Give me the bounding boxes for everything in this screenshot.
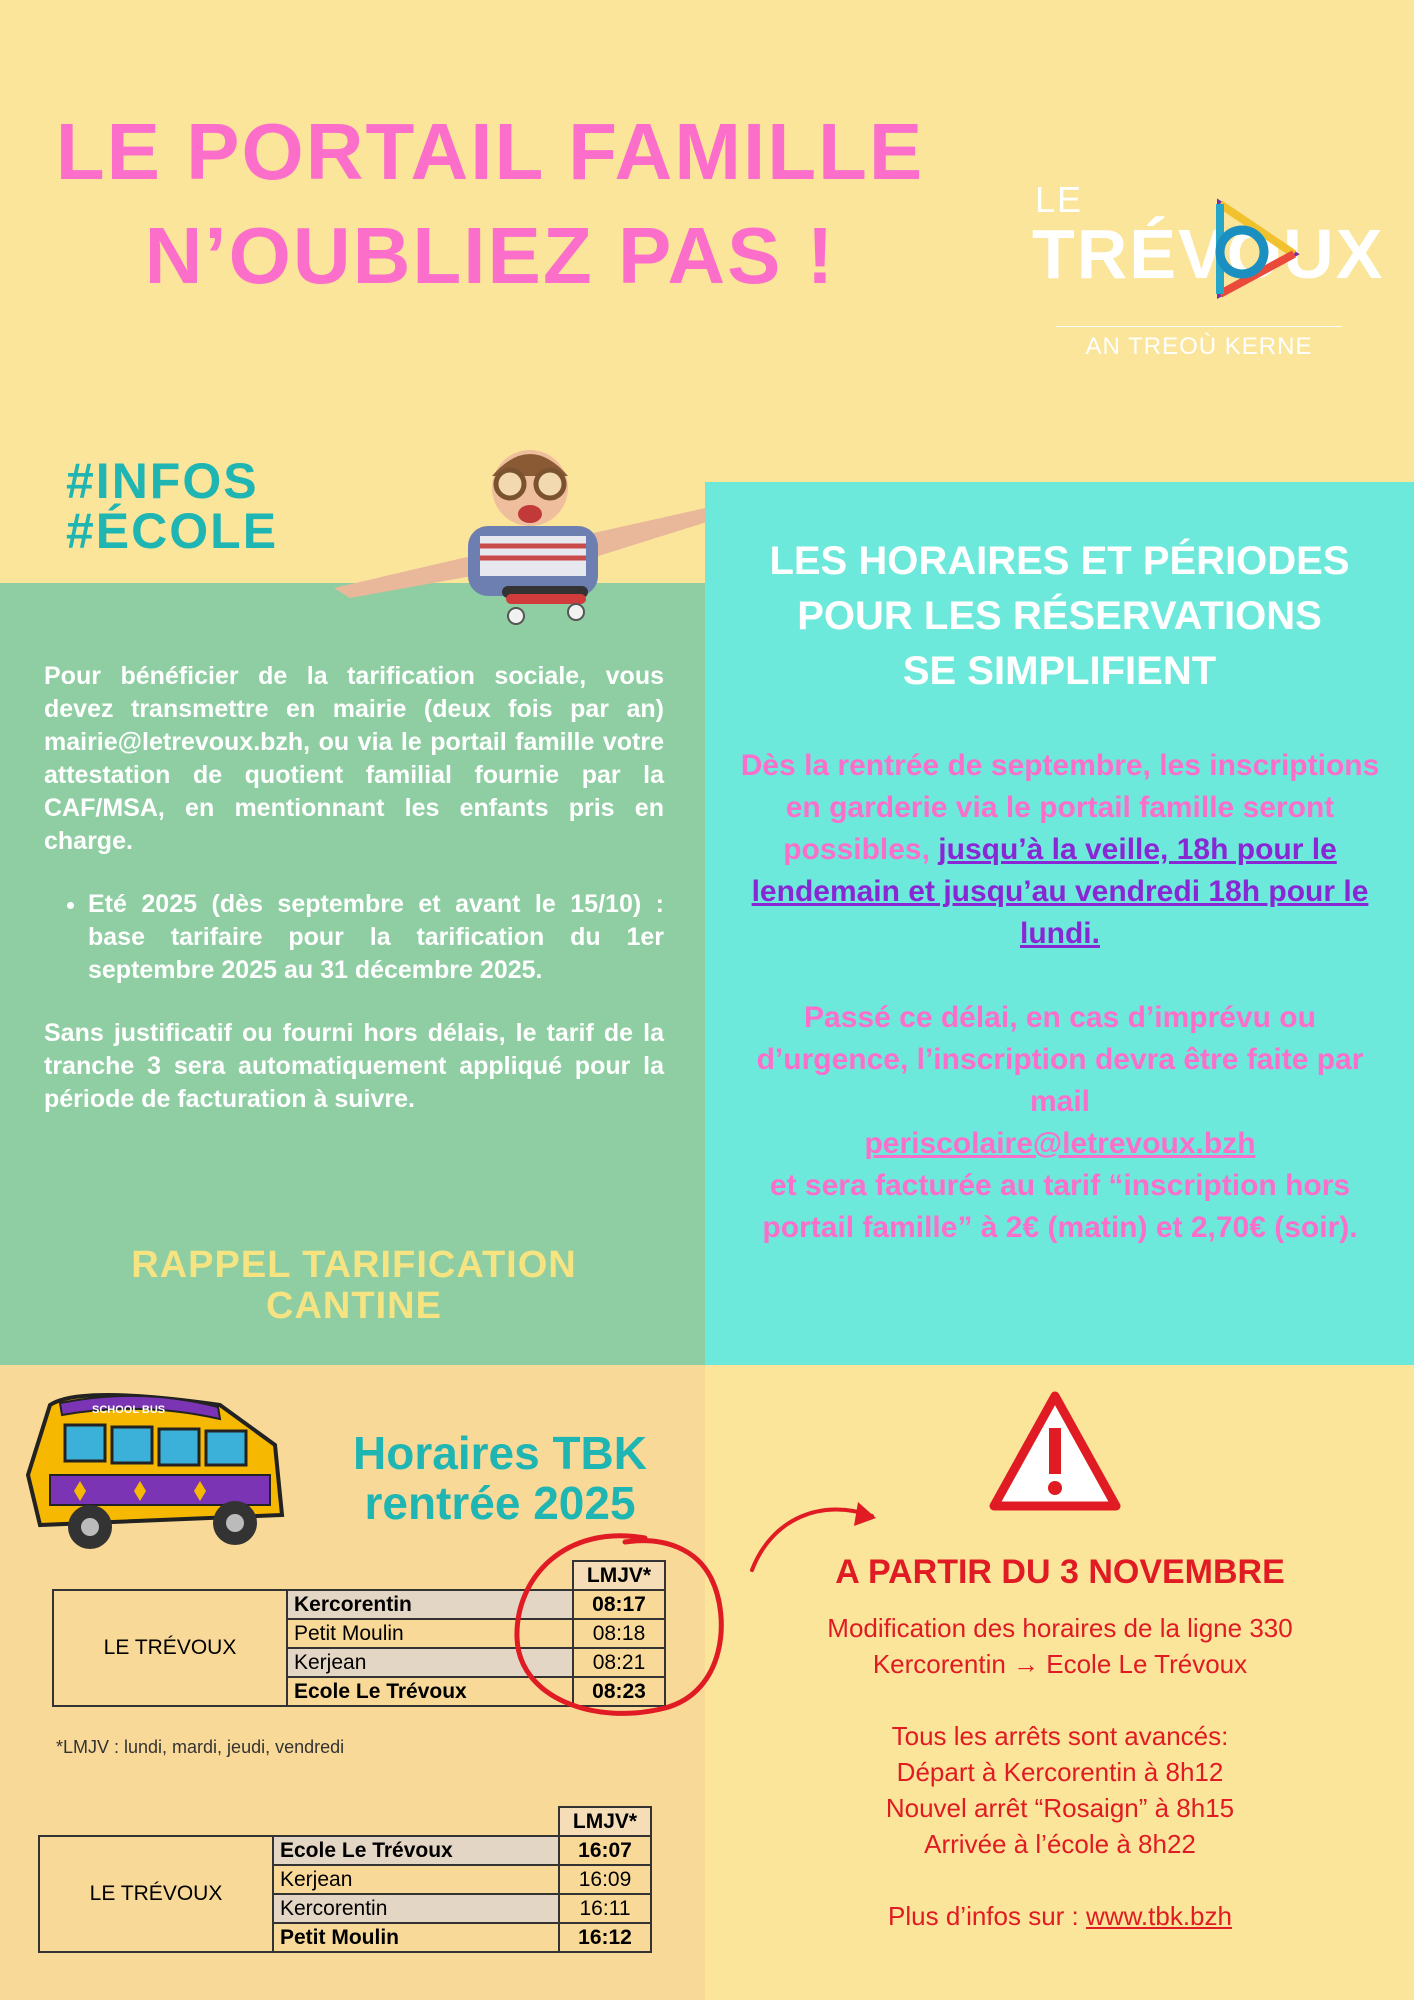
- tarification-note: Sans justificatif ou fourni hors délais, le tarif de la tranche 3 sera automatiquement appliqué pour la période de facturation à suivre.: [44, 1019, 664, 1113]
- tarification-bullets: [44, 888, 664, 987]
- arrets-avances: Tous les arrêts sont avancés:: [891, 1721, 1229, 1751]
- stop-time: 16:11: [559, 1894, 651, 1923]
- stop-time: 08:21: [573, 1648, 665, 1677]
- school-bus-icon: [20, 1385, 290, 1555]
- lmjv-header: LMJV*: [573, 1561, 665, 1590]
- tarification-intro: Pour bénéficier de la tarification sociale, vous devez transmettre en mairie (deux fois par an) mairie@letrevoux.bzh, ou via le portail famille votre attestation de quotient familial fournie par la CAF/MSA, en mentionnant les enfants pris en charge.: [44, 662, 664, 855]
- stop-name: Kerjean: [287, 1648, 573, 1677]
- airplane-kid-illustration: [330, 436, 760, 646]
- le-trevoux-logo: [1020, 179, 1385, 370]
- lmjv-header: LMJV*: [559, 1807, 651, 1836]
- hashtag-ecole: #ÉCOLE: [66, 503, 279, 559]
- depart-kercorentin: Départ à Kercorentin à 8h12: [896, 1757, 1224, 1787]
- rappel-tarification: [44, 1245, 664, 1327]
- ligne-330-route: Kercorentin → Ecole Le Trévoux: [872, 1649, 1248, 1679]
- logo-divider: [1056, 326, 1342, 327]
- urgence-text: Passé ce délai, en cas d’imprévu ou d’urgence, l’inscription devra être faite par mail: [756, 1001, 1364, 1118]
- tbk-website-link[interactable]: www.tbk.bzh: [1086, 1901, 1232, 1931]
- novembre-paragraph-3: [720, 1898, 1400, 1934]
- stop-time: 08:18: [573, 1619, 665, 1648]
- table-row: [39, 1836, 651, 1865]
- table-header-row: [39, 1807, 651, 1836]
- hashtags: [66, 453, 279, 559]
- reservations-title-line-3: SE SIMPLIFIENT: [902, 649, 1217, 693]
- rappel-line-1: RAPPEL TARIFICATION: [131, 1244, 577, 1286]
- plus-infos-label: Plus d’infos sur :: [888, 1901, 1079, 1931]
- novembre-paragraph-1: [720, 1610, 1400, 1682]
- logo-name: TRÉVOUX: [1032, 215, 1385, 293]
- reservations-text: Dès la rentrée de septembre, les inscriptions en garderie via le portail famille seront possibles,: [740, 749, 1380, 866]
- evening-schedule-table: [38, 1806, 652, 1953]
- tarification-info: [44, 660, 664, 1146]
- ligne-330-text: Modification des horaires de la ligne 330: [827, 1613, 1293, 1643]
- tbk-title-line-2: rentrée 2025: [364, 1477, 636, 1529]
- page-title: [40, 100, 940, 308]
- stop-name: Kercorentin: [287, 1590, 573, 1619]
- novembre-title: A PARTIR DU 3 NOVEMBRE: [835, 1553, 1285, 1591]
- tarif-hors-portail: et sera facturée au tarif “inscription hors portail famille” à 2€ (matin) et 2,70€ (soir).: [762, 1169, 1358, 1244]
- nouvel-arret: Nouvel arrêt “Rosaign” à 8h15: [885, 1793, 1235, 1823]
- reservations-title-line-1: LES HORAIRES ET PÉRIODES: [769, 539, 1350, 583]
- logo-triangle-icon: [1190, 192, 1320, 312]
- reservations-info: [730, 745, 1390, 1291]
- stop-time: 16:12: [559, 1923, 651, 1952]
- stop-time: 16:09: [559, 1865, 651, 1894]
- logo-prefix: LE: [1035, 179, 1084, 220]
- logo-tagline: AN TREOÙ KERNE: [1085, 333, 1313, 360]
- stop-time: 08:17: [573, 1590, 665, 1619]
- novembre-paragraph-2: [720, 1718, 1400, 1862]
- horaires-tbk-title: [300, 1428, 700, 1528]
- arrivee-ecole: Arrivée à l’école à 8h22: [924, 1829, 1196, 1859]
- city-cell: LE TRÉVOUX: [39, 1836, 273, 1952]
- stop-time: 16:07: [559, 1836, 651, 1865]
- stop-name: Ecole Le Trévoux: [273, 1836, 559, 1865]
- bullet-ete-2025: • Eté 2025 (dès septembre et avant le 15/10) : base tarifaire pour la tarification du 1er septembre 2025 au 31 décembre 2025.: [88, 888, 664, 987]
- city-cell: LE TRÉVOUX: [53, 1590, 287, 1706]
- novembre-info: [720, 1610, 1400, 1970]
- title-line-1: LE PORTAIL FAMILLE: [55, 107, 925, 196]
- periscolaire-email-link[interactable]: periscolaire@letrevoux.bzh: [864, 1127, 1256, 1160]
- stop-name: Kercorentin: [273, 1894, 559, 1923]
- title-line-2: N’OUBLIEZ PAS !: [144, 211, 836, 300]
- bus-label: SCHOOL BUS: [92, 1404, 166, 1416]
- stop-name: Ecole Le Trévoux: [287, 1677, 573, 1706]
- tbk-title-line-1: Horaires TBK: [353, 1427, 647, 1479]
- stop-name: Kerjean: [273, 1865, 559, 1894]
- stop-time: 08:23: [573, 1677, 665, 1706]
- reservations-paragraph-2: [730, 997, 1390, 1249]
- reservations-deadline: jusqu’à la veille, 18h pour le lendemain et jusqu’au vendredi 18h pour le lundi.: [751, 833, 1369, 950]
- highlight-circle: [505, 1528, 735, 1728]
- reservations-paragraph-1: [730, 745, 1390, 955]
- rappel-line-2: CANTINE: [266, 1285, 442, 1327]
- lmjv-footnote: *LMJV : lundi, mardi, jeudi, vendredi: [56, 1737, 345, 1757]
- stop-name: Petit Moulin: [273, 1923, 559, 1952]
- hashtag-infos: #INFOS: [66, 453, 259, 509]
- warning-icon: [988, 1388, 1122, 1514]
- stop-name: Petit Moulin: [287, 1619, 573, 1648]
- reservations-title: [705, 534, 1414, 699]
- reservations-title-line-2: POUR LES RÉSERVATIONS: [797, 594, 1322, 638]
